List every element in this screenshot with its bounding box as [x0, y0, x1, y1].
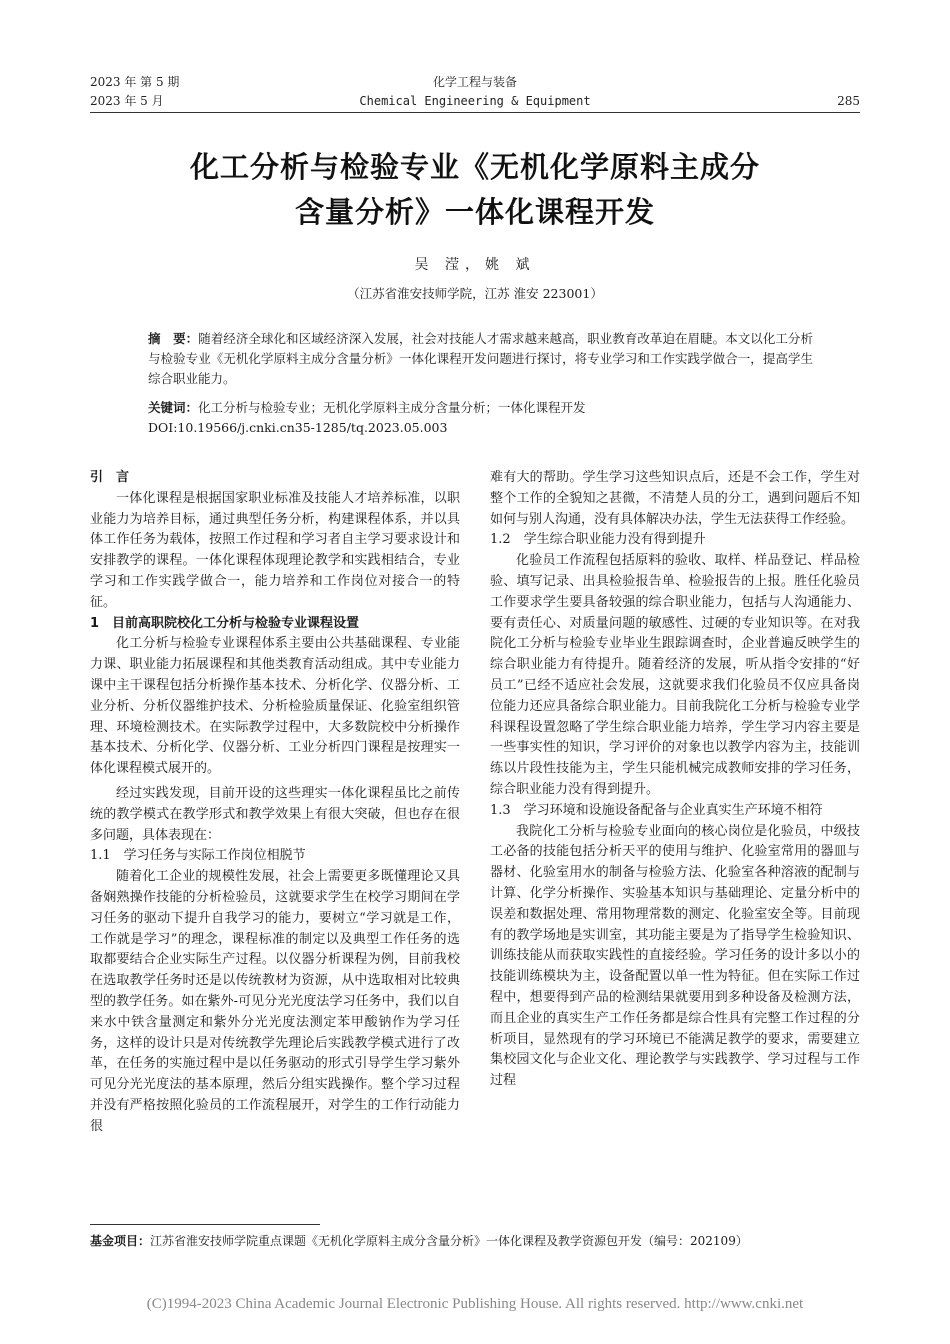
- authors: 吴 滢，姚 斌: [414, 257, 536, 273]
- section13-heading: 1.3 学习环境和设施设备配备与企业真实生产环境不相符: [490, 802, 823, 818]
- footnote-rule: [90, 1224, 320, 1225]
- article-title-line1: 化工分析与检验专业《无机化学原料主成分: [189, 150, 760, 184]
- article-title-line2: 含量分析》一体化课程开发: [294, 195, 655, 229]
- continued-paragraph: 难有大的帮助。学生学习这些知识点后，还是不会工作，学生对整个工作的全貌知之甚微，不清楚人员的分工，遇到问题后不知如何与别人沟通，没有具体解决办法，学生无法获得工作经验。: [490, 470, 860, 527]
- keywords-text: 化工分析与检验专业；无机化学原料主成分含量分析；一体化课程开发: [198, 400, 586, 415]
- copyright-line: (C)1994-2023 China Academic Journal Electronic Publishing House. All rights reserved. http://www.cnki.net: [146, 1296, 804, 1312]
- header-rule: [90, 112, 860, 113]
- funding-text: 江苏省淮安技师学院重点课题《无机化学原料主成分含量分析》一体化课程及教学资源包开发（编号：202109）: [150, 1234, 748, 1248]
- funding-note: [90, 1232, 870, 1250]
- header-issue: 2023 年 第 5 期: [90, 75, 180, 89]
- header-journal-en: Chemical Engineering & Equipment: [359, 94, 591, 108]
- header-journal-cn: 化学工程与装备: [432, 75, 517, 89]
- doi: DOI:10.19566/j.cnki.cn35-1285/tq.2023.05.003: [148, 420, 448, 435]
- right-column: [490, 468, 860, 1092]
- abstract: [148, 329, 813, 389]
- header-date: 2023 年 5 月: [90, 94, 164, 108]
- affiliation: （江苏省淮安技师学院，江苏 淮安 223001）: [347, 286, 603, 301]
- funding-label: 基金项目：: [90, 1234, 151, 1248]
- section11-heading: 1.1 学习任务与实际工作岗位相脱节: [90, 848, 306, 864]
- section1-paragraph-1: 化工分析与检验专业课程体系主要由公共基础课程、专业能力课、职业能力拓展课程和其他类教育活动组成。其中专业能力课中主干课程包括分析操作基本技术、分析化学、仪器分析、工业分析、分析仪器维护技术、分析检验质量保证、化验室组织管理、环境检测技术。在实际教学过程中，大多数院校中分析操作基本技术、分析化学、仪器分析、工业分析四门课程是按理实一体化课程模式展开的。: [90, 636, 460, 777]
- left-column: [90, 468, 460, 1138]
- keywords-label: 关键词：: [148, 400, 199, 415]
- section11-paragraph: 随着化工企业的规模性发展，社会上需要更多既懂理论又具备娴熟操作技能的分析检验员，这就要求学生在校学习期间在学习任务的驱动下提升自我学习的能力，要树立“学习就是工作，工作就是学习”的理念，课程标准的制定以及典型工作任务的选取都要结合企业实际生产过程。以仪器分析课程为例，目前我校在选取教学任务时还是以传统教材为资源，从中选取相对比较典型的教学任务。如在紫外-可见分光光度法学习任务中，我们以自来水中铁含量测定和紫外分光光度法测定苯甲酸钠作为学习任务，这样的设计只是对传统教学先理论后实践教学模式进行了改革，在任务的实施过程中是以任务驱动的形式引导学生学习紫外可见分光光度法的基本原理，然后分组实践操作。整个学习过程并没有严格按照化验员的工作流程展开，对学生的工作行动能力很: [90, 869, 460, 1134]
- intro-heading: 引 言: [90, 470, 130, 485]
- header-page-number: 285: [837, 94, 860, 108]
- section13-paragraph: 我院化工分析与检验专业面向的核心岗位是化验员，中级技工必备的技能包括分析天平的使用与维护、化验室常用的器皿与器材、化验室用水的制备与检验方法、化验室各种溶液的配制与计算、化学分析操作、实验基本知识与基础理论、定量分析中的误差和数据处理、常用物理常数的测定、化验室安全等。目前现有的教学场地是实训室，其功能主要是为了指导学生检验知识、训练技能从而获取实践性的直接经验。学习任务的设计多以小的技能训练模块为主，设备配置以单一性为特征。但在实际工作过程中，想要得到产品的检测结果就要用到多种设备及检测方法，而且企业的真实生产工作任务都是综合性具有完整工作过程的分析项目，显然现有的学习环境已不能满足教学的要求，需要建立集校园文化与企业文化、理论教学与实践教学、学习过程与工作过程: [490, 823, 860, 1089]
- abstract-label: 摘 要：: [148, 331, 199, 346]
- section1-paragraph-2: 经过实践发现，目前开设的这些理实一体化课程虽比之前传统的教学模式在教学形式和教学效果上有很大突破，但也存在很多问题，具体表现在：: [90, 785, 460, 843]
- section12-heading: 1.2 学生综合职业能力没有得到提升: [490, 532, 706, 548]
- abstract-text: 随着经济全球化和区域经济深入发展，社会对技能人才需求越来越高，职业教育改革迫在眉睫。本文以化工分析与检验专业《无机化学原料主成分含量分析》一体化课程开发问题进行探讨，将专业学习和工作实践学做合一，提高学生综合职业能力。: [148, 331, 813, 386]
- keywords: [148, 398, 813, 418]
- intro-paragraph: 一体化课程是根据国家职业标准及技能人才培养标准，以职业能力为培养目标，通过典型任务分析，构建课程体系，并以具体工作任务为载体，按照工作过程和学习者自主学习要求设计和安排教学的课程。一体化课程体现理论教学和实践相结合，专业学习和工作实践学做合一，能力培养和工作岗位对接合一的特征。: [90, 490, 460, 610]
- section1-heading: 1 目前高职院校化工分析与检验专业课程设置: [90, 615, 360, 631]
- section12-paragraph: 化验员工作流程包括原料的验收、取样、样品登记、样品检验、填写记录、出具检验报告单、检验报告的上报。胜任化验员工作要求学生要具备较强的综合职业能力，包括与人沟通能力、要有责任心、对质量问题的敏感性、过硬的专业知识等。在对我院化工分析与检验专业毕业生跟踪调查时，企业普遍反映学生的综合职业能力有待提升。随着经济的发展，听从指令安排的“好员工”已经不适应社会发展，这就要求我们化验员不仅应具备岗位能力还应具备综合职业能力。目前我院化工分析与检验专业学科课程设置忽略了学生综合职业能力培养，学生学习内容主要是一些事实性的知识，学习评价的对象也以教学内容为主，技能训练以片段性技能为主，学生只能机械完成教师安排的学习任务，综合职业能力没有得到提升。: [490, 553, 860, 797]
